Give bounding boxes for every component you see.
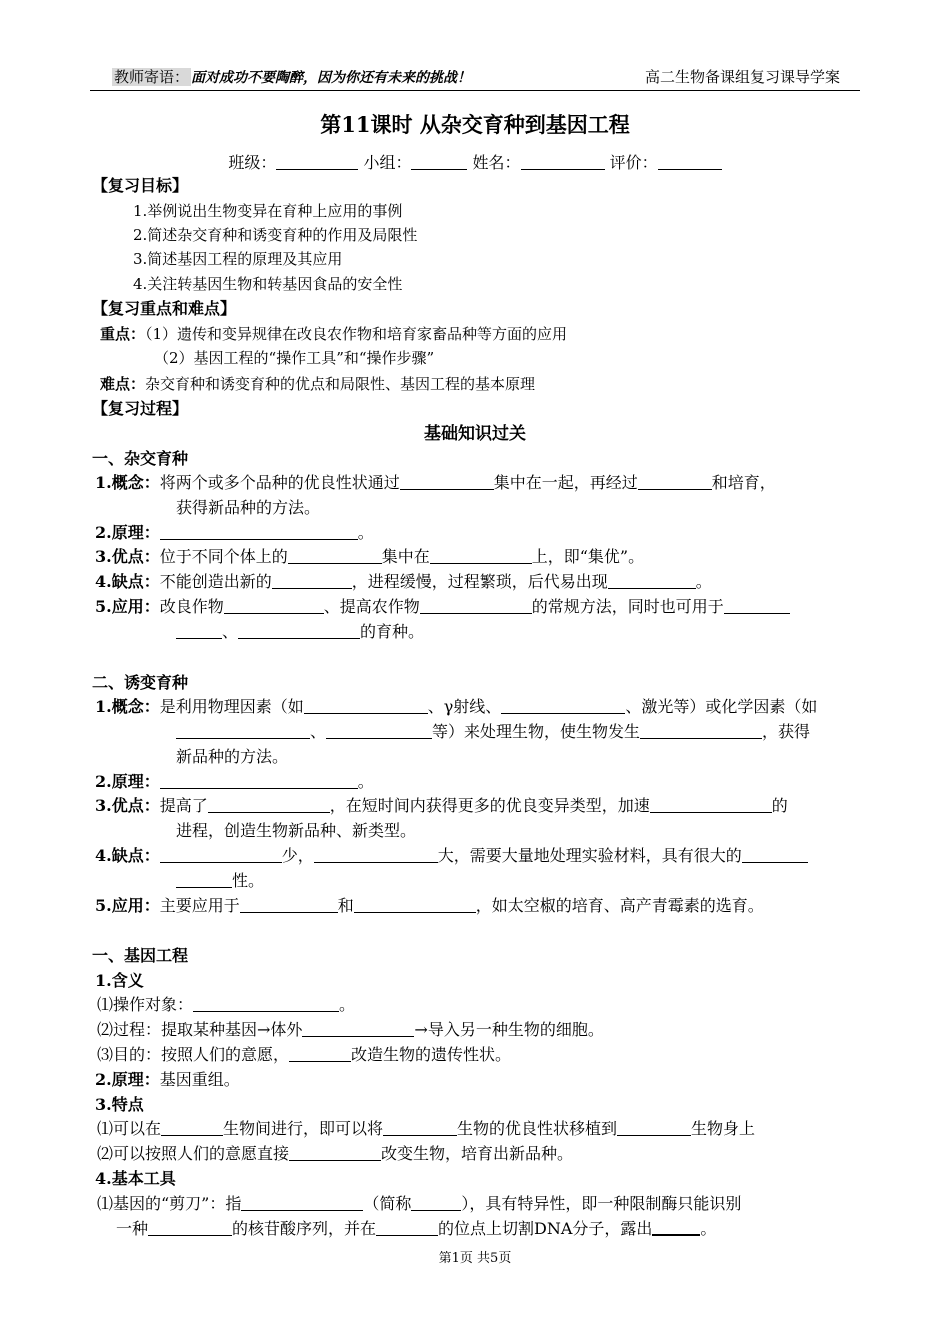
s3-principle: 2.原理：基因重组。 (95, 1070, 240, 1089)
s3-tool-1: ⑴基因的“剪刀”：指 （简称 ），具有特异性，即一种限制酶只能识别 (97, 1194, 742, 1213)
s3-feature-2: ⑵可以按照人们的意愿直接 改变生物，培育出新品种。 (97, 1144, 574, 1163)
s1-disadvantage: 4.缺点：不能创造出新的 ，进程缓慢，过程繁琐，后代易出现 。 (95, 572, 712, 591)
section-heading: 一、基因工程 (92, 946, 189, 965)
goal-item: 1.举例说出生物变异在育种上应用的事例 (133, 202, 403, 220)
s3-object: ⑴操作对象： 。 (97, 995, 356, 1014)
s2-application: 5.应用：主要应用于 和 ，如太空椒的培育、高产青霉素的选育。 (95, 896, 764, 915)
s2-concept: 1.概念：是利用物理因素（如 、γ射线、 、激光等）或化学因素（如 (95, 697, 818, 716)
s3-process: ⑵过程：提取某种基因→体外 →导入另一种生物的细胞。 (97, 1020, 604, 1039)
s3-purpose: ⑶目的：按照人们的意愿， 改造生物的遗传性状。 (97, 1045, 512, 1064)
page-title: 第11课时 从杂交育种到基因工程 (320, 112, 630, 137)
page-footer: 第1页 共5页 (438, 1251, 512, 1266)
s3-feature-1: ⑴可以在 生物间进行，即可以将 生物的优良性状移植到 生物身上 (97, 1119, 756, 1138)
s3-features-heading: 3.特点 (95, 1095, 144, 1114)
goal-item: 2.简述杂交育种和诱变育种的作用及局限性 (133, 226, 418, 244)
key-point-2: （2）基因工程的“操作工具”和“操作步骤” (154, 349, 435, 367)
s1-application-cont: 、 的育种。 (176, 621, 424, 643)
s2-disadvantage: 4.缺点： 少， 大，需要大量地处理实验材料，具有很大的 (95, 845, 808, 867)
s1-advantage: 3.优点：位于不同个体上的 集中在 上，即“集优”。 (95, 547, 645, 566)
s1-application: 5.应用：改良作物 、提高农作物 的常规方法，同时也可用于 (95, 596, 790, 618)
process-heading: 【复习过程】 (92, 399, 189, 418)
subtitle: 基础知识过关 (424, 424, 526, 444)
s1-concept-cont: 获得新品种的方法。 (176, 498, 321, 517)
s3-tools-heading: 4.基本工具 (95, 1169, 176, 1188)
s2-concept-cont: 、 等）来处理生物，使生物发生 ，获得 (176, 721, 810, 743)
s1-concept: 1.概念：将两个或多个品种的优良性状通过 集中在一起，再经过 和培育， (95, 473, 776, 492)
page-header (90, 64, 860, 91)
s2-disadvantage-cont: 性。 (176, 870, 264, 892)
s2-advantage-cont: 进程，创造生物新品种、新类型。 (176, 821, 417, 840)
s2-advantage: 3.优点：提高了 ，在短时间内获得更多的优良变异类型，加速 的 (95, 796, 788, 815)
section-heading: 二、诱变育种 (92, 673, 189, 692)
header-course: 高二生物备课组复习课导学案 (644, 68, 840, 86)
key-heading: 【复习重点和难点】 (92, 299, 237, 318)
s1-principle: 2.原理： 。 (95, 523, 374, 542)
header-motto: 教师寄语： 面对成功不要陶醉，因为你还有未来的挑战！ (114, 68, 472, 86)
key-point-1: 重点：（1）遗传和变异规律在改良农作物和培育家畜品种等方面的应用 (100, 325, 568, 343)
s3-definition-heading: 1.含义 (95, 971, 144, 990)
goal-item: 3.简述基因工程的原理及其应用 (133, 250, 343, 268)
s2-concept-end: 新品种的方法。 (176, 747, 289, 766)
goals-heading: 【复习目标】 (92, 176, 189, 195)
difficulty: 难点：杂交育种和诱变育种的优点和局限性、基因工程的基本原理 (100, 375, 536, 393)
student-info: 班级： 小组： 姓名： 评价： (0, 150, 950, 173)
goal-item: 4.关注转基因生物和转基因食品的安全性 (133, 275, 403, 293)
section-heading: 一、杂交育种 (92, 449, 189, 468)
s2-principle: 2.原理： 。 (95, 772, 374, 791)
s3-tool-1-cont: 一种 的核苷酸序列，并在 的位点上切割DNA分子，露出 。 (116, 1219, 717, 1238)
